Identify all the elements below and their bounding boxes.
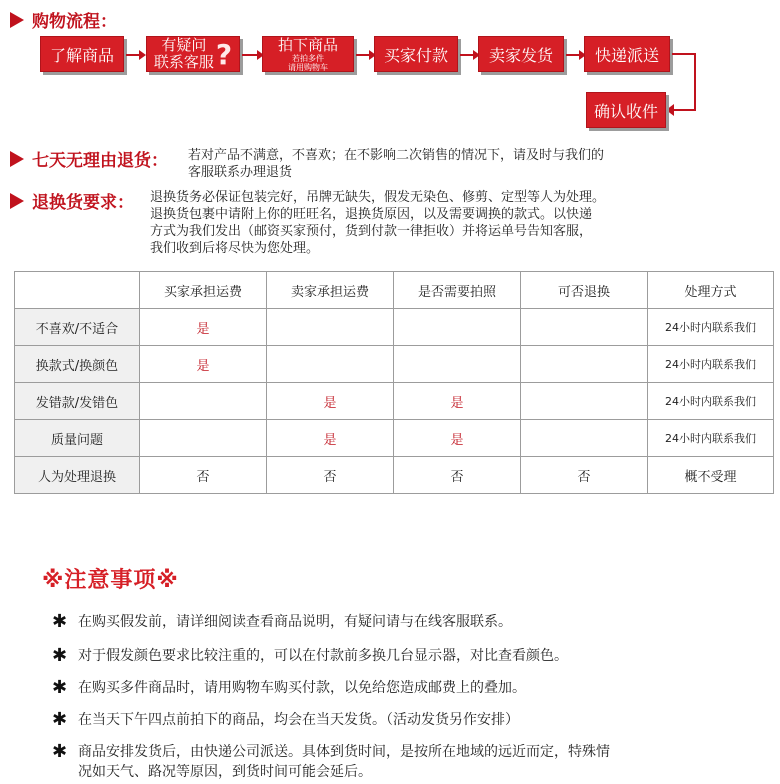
question-mark-icon: ? xyxy=(215,37,233,71)
flow-step-label: 了解商品 xyxy=(49,45,114,65)
table-row-label: 换款式/换颜色 xyxy=(15,346,140,383)
table-cell: 是 xyxy=(267,420,394,457)
notice-item-text: 况如天气、路况等原因，到货时间可能会延后。 xyxy=(78,764,372,780)
requirement-line: 我们收到后将尽快为您处理。 xyxy=(150,241,320,256)
table-cell: 是 xyxy=(394,383,521,420)
arrow-right-icon xyxy=(356,54,370,56)
table-header-cell: 买家承担运费 xyxy=(140,272,267,309)
return-requirements-heading xyxy=(10,188,134,213)
table-cell xyxy=(521,346,648,383)
shopping-flow-heading xyxy=(10,7,117,32)
arrow-left-icon xyxy=(666,104,674,116)
arrow-right-icon xyxy=(460,54,474,56)
flow-step-confirm-receipt xyxy=(586,92,666,128)
flow-step-line2: 联系客服 xyxy=(153,53,214,71)
table-cell: 否 xyxy=(521,457,648,494)
table-cell xyxy=(521,309,648,346)
table-cell: 24小时内联系我们 xyxy=(648,383,774,420)
arrow-right-icon xyxy=(242,54,258,56)
table-cell: 24小时内联系我们 xyxy=(648,420,774,457)
table-cell: 否 xyxy=(394,457,521,494)
return-policy-table xyxy=(14,271,774,494)
arrow-right-icon xyxy=(126,54,140,56)
flow-step-line1: 拍下商品 xyxy=(277,35,338,54)
notice-title: ※注意事项※ xyxy=(42,568,179,593)
table-cell xyxy=(521,420,648,457)
seven-day-return-text xyxy=(188,147,604,181)
triangle-bullet-icon xyxy=(10,12,24,28)
notice-item-text: 在购买假发前，请详细阅读查看商品说明，有疑问请与在线客服联系。 xyxy=(78,614,512,630)
notice-item-text: 在当天下午四点前拍下的商品，均会在当天发货。（活动发货另作安排） xyxy=(78,712,519,728)
seven-day-line: 若对产品不满意，不喜欢；在不影响二次销售的情况下，请及时与我们的 xyxy=(188,148,605,163)
flow-step-contact-service xyxy=(146,36,240,72)
table-row xyxy=(15,420,774,457)
notice-item-text: 对于假发颜色要求比较注重的，可以在付款前多换几台显示器，对比查看颜色。 xyxy=(78,648,568,664)
notice-item-text: 商品安排发货后，由快递公司派送。具体到货时间，是按所在地域的远近而定，特殊情 xyxy=(78,744,610,760)
seven-day-return-title: 七天无理由退货： xyxy=(32,151,168,171)
flow-step-seller-ships xyxy=(478,36,564,72)
table-cell: 是 xyxy=(140,346,267,383)
table-header-cell: 可否退换 xyxy=(521,272,648,309)
asterisk-bullet-icon: ✱ xyxy=(52,677,68,698)
notice-item xyxy=(52,742,610,782)
table-row xyxy=(15,309,774,346)
triangle-bullet-icon xyxy=(10,193,24,209)
notice-item xyxy=(52,710,519,730)
notice-item-text-block xyxy=(78,742,610,782)
flow-step-note2: 请用购物车 xyxy=(287,62,328,72)
table-cell xyxy=(394,346,521,383)
flow-step-label: 快递派送 xyxy=(594,45,659,65)
table-header-cell: 卖家承担运费 xyxy=(267,272,394,309)
table-row-label: 发错款/发错色 xyxy=(15,383,140,420)
table-cell xyxy=(140,420,267,457)
table-row-label: 人为处理退换 xyxy=(15,457,140,494)
table-cell: 是 xyxy=(394,420,521,457)
flow-step-place-order xyxy=(262,36,354,72)
notice-item-text: 在购买多件商品时，请用购物车购买付款，以免给您造成邮费上的叠加。 xyxy=(78,680,526,696)
table-row-label: 质量问题 xyxy=(15,420,140,457)
table-row xyxy=(15,457,774,494)
flow-step-label: 买家付款 xyxy=(383,45,448,65)
table-cell: 是 xyxy=(140,309,267,346)
table-row-label: 不喜欢/不适合 xyxy=(15,309,140,346)
table-cell: 概不受理 xyxy=(648,457,774,494)
asterisk-bullet-icon: ✱ xyxy=(52,645,68,666)
table-row xyxy=(15,346,774,383)
table-cell xyxy=(394,309,521,346)
table-cell xyxy=(140,383,267,420)
table-cell xyxy=(521,383,648,420)
table-header-cell: 处理方式 xyxy=(648,272,774,309)
notice-item xyxy=(52,678,526,698)
table-cell: 24小时内联系我们 xyxy=(648,309,774,346)
seven-day-return-heading xyxy=(10,146,168,171)
table-header-cell: 是否需要拍照 xyxy=(394,272,521,309)
table-header-cell xyxy=(15,272,140,309)
flow-connector xyxy=(674,109,696,111)
table-cell xyxy=(267,346,394,383)
flow-connector xyxy=(694,53,696,111)
flow-step-label: 确认收件 xyxy=(593,101,658,121)
table-cell: 否 xyxy=(140,457,267,494)
return-requirements-text xyxy=(150,189,605,257)
flow-step-courier-delivery xyxy=(584,36,670,72)
table-cell: 否 xyxy=(267,457,394,494)
requirement-line: 退换货务必保证包装完好，吊牌无缺失，假发无染色、修剪、定型等人为处理。 xyxy=(150,190,606,205)
requirement-line: 退换货包裹中请附上你的旺旺名，退换货原因，以及需要调换的款式。以快递 xyxy=(150,207,593,222)
flow-connector xyxy=(672,53,696,55)
return-requirements-title: 退换货要求： xyxy=(32,193,134,213)
flow-step-line1: 有疑问 xyxy=(161,36,207,54)
flow-step-buyer-pays xyxy=(374,36,458,72)
seven-day-line: 客服联系办理退货 xyxy=(188,165,293,180)
table-cell: 24小时内联系我们 xyxy=(648,346,774,383)
triangle-bullet-icon xyxy=(10,151,24,167)
flow-step-note1: 若拍多件 xyxy=(291,53,324,63)
table-row xyxy=(15,383,774,420)
notice-item xyxy=(52,612,512,632)
notice-item xyxy=(52,646,568,666)
flow-step-label: 卖家发货 xyxy=(488,45,553,65)
flow-step-learn-product xyxy=(40,36,124,72)
shopping-flow-title: 购物流程： xyxy=(32,12,117,32)
asterisk-bullet-icon: ✱ xyxy=(52,741,68,762)
table-header-row xyxy=(15,272,774,309)
asterisk-bullet-icon: ✱ xyxy=(52,709,68,730)
asterisk-bullet-icon: ✱ xyxy=(52,611,68,632)
table-cell: 是 xyxy=(267,383,394,420)
requirement-line: 方式为我们发出（邮资买家预付，货到付款一律拒收）并将运单号告知客服， xyxy=(150,224,593,239)
arrow-right-icon xyxy=(566,54,580,56)
table-cell xyxy=(267,309,394,346)
